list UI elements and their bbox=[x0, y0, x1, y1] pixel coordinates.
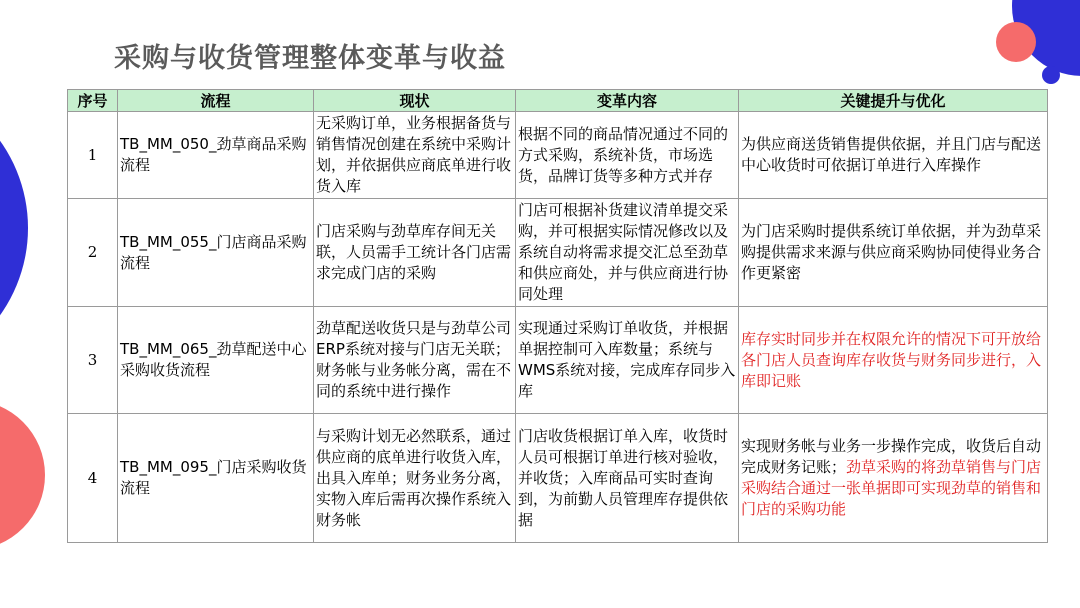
row-number: 1 bbox=[68, 112, 118, 199]
row-process: TB_MM_065_劲草配送中心采购收货流程 bbox=[118, 307, 314, 414]
top-right-blue-dot-decoration bbox=[1042, 66, 1060, 84]
row-change-content: 实现通过采购订单收货，并根据单据控制可入库数量；系统与WMS系统对接，完成库存同步入库 bbox=[516, 307, 739, 414]
row-key-improvement bbox=[739, 307, 1048, 414]
row-process: TB_MM_095_门店采购收货流程 bbox=[118, 414, 314, 543]
process-change-table bbox=[67, 89, 1048, 543]
header-current-state: 现状 bbox=[314, 90, 516, 112]
table-row bbox=[68, 414, 1048, 543]
left-coral-circle-decoration bbox=[0, 400, 45, 550]
header-change-content: 变革内容 bbox=[516, 90, 739, 112]
header-process: 流程 bbox=[118, 90, 314, 112]
key-improvement-text: 为门店采购时提供系统订单依据，并为劲草采购提供需求来源与供应商采购协同使得业务合作更紧密 bbox=[741, 222, 1042, 282]
row-current-state: 无采购订单，业务根据备货与销售情况创建在系统中采购计划，并依据供应商底单进行收货入库 bbox=[314, 112, 516, 199]
row-key-improvement bbox=[739, 112, 1048, 199]
key-improvement-highlight: 劲草采购的将劲草销售与门店采购结合通过一张单据即可实现劲草的销售和门店的采购功能 bbox=[741, 458, 1042, 518]
row-number: 4 bbox=[68, 414, 118, 543]
row-change-content: 门店收货根据订单入库，收货时人员可根据订单进行核对验收，并收货；入库商品可实时查询到，为前勤人员管理库存提供依据 bbox=[516, 414, 739, 543]
table-header-row bbox=[68, 90, 1048, 112]
row-key-improvement bbox=[739, 199, 1048, 307]
header-index: 序号 bbox=[68, 90, 118, 112]
row-change-content: 门店可根据补货建议清单提交采购，并可根据实际情况修改以及系统自动将需求提交汇总至劲草和供应商处，并与供应商进行协同处理 bbox=[516, 199, 739, 307]
table-row bbox=[68, 199, 1048, 307]
top-right-coral-circle-decoration bbox=[996, 22, 1036, 62]
row-change-content: 根据不同的商品情况通过不同的方式采购，系统补货，市场选货，品牌订货等多种方式并存 bbox=[516, 112, 739, 199]
row-number: 2 bbox=[68, 199, 118, 307]
table-row bbox=[68, 307, 1048, 414]
key-improvement-text: 为供应商送货销售提供依据，并且门店与配送中心收货时可依据订单进行入库操作 bbox=[741, 135, 1042, 174]
header-key-improvement: 关键提升与优化 bbox=[739, 90, 1048, 112]
left-blue-circle-decoration bbox=[0, 78, 28, 378]
row-process: TB_MM_055_门店商品采购流程 bbox=[118, 199, 314, 307]
key-improvement-highlight: 库存实时同步并在权限允许的情况下可开放给各门店人员查询库存收货与财务同步进行，入库即记账 bbox=[741, 329, 1042, 390]
row-current-state: 劲草配送收货只是与劲草公司ERP系统对接与门店无关联；财务帐与业务帐分离，需在不同的系统中进行操作 bbox=[314, 307, 516, 414]
row-number: 3 bbox=[68, 307, 118, 414]
slide-title: 采购与收货管理整体变革与收益 bbox=[114, 43, 506, 74]
row-key-improvement bbox=[739, 414, 1048, 543]
key-improvement-text: 实现财务帐与业务一步操作完成，收货后自动完成财务记账； bbox=[741, 437, 1042, 476]
row-current-state: 门店采购与劲草库存间无关联，人员需手工统计各门店需求完成门店的采购 bbox=[314, 199, 516, 307]
table-row bbox=[68, 112, 1048, 199]
row-current-state: 与采购计划无必然联系，通过供应商的底单进行收货入库，出具入库单；财务业务分离，实物入库后需再次操作系统入财务帐 bbox=[314, 414, 516, 543]
row-process: TB_MM_050_劲草商品采购流程 bbox=[118, 112, 314, 199]
